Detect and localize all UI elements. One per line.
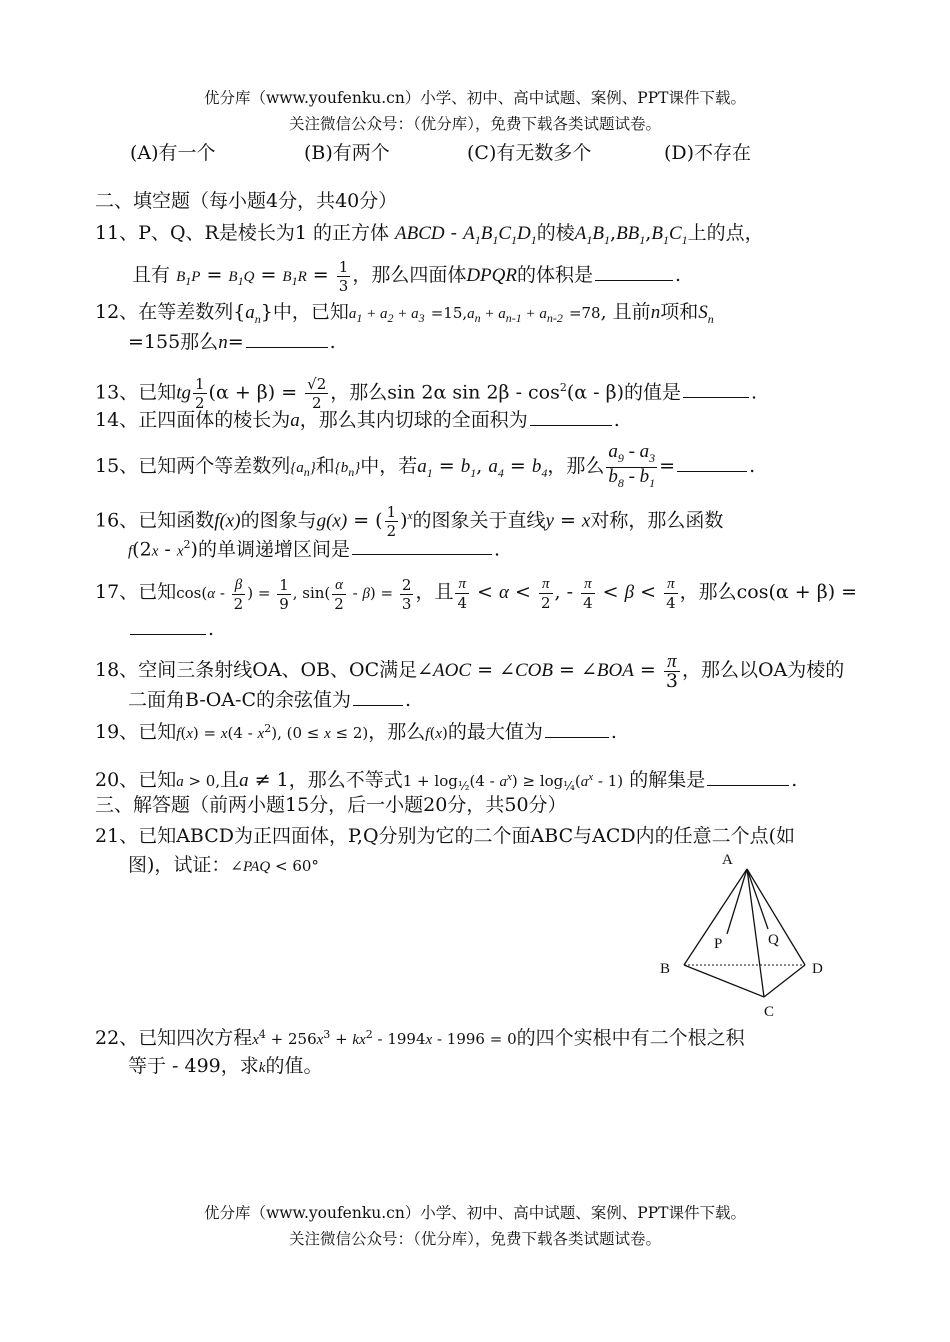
choice-d: (D)不存在: [664, 142, 752, 164]
question-18-line-1: 18、空间三条射线OA、OB、OC满足∠AOC = ∠COB = ∠BOA = $\frac{\pi}{3}$ ，那么以OA为棱的: [95, 650, 845, 692]
header-line-1: 优分库（www.youfenku.cn）小学、初中、高中试题、案例、PPT课件下载。: [203, 89, 747, 107]
question-22-line-1: 22、已知四次方程$x^4 + 256x^3 + kx^2 - 1994x - 1996 = 0$的四个实根中有二个根之积: [95, 1027, 745, 1049]
label-b: B: [660, 961, 671, 977]
question-17-line-1: 17、已知cos(α - $\frac{\beta}{2}$ ) = $\frac{1}{9}$ , sin( $\frac{\alpha}{2}$ - β) = $\frac{2}{3}$ ，且 $\frac{\pi}{4}$ < α < $\frac{\pi}{2}$ , - $\frac{\pi}{4}$ < β < $\frac{\pi}{4}$ ，那么cos(α + β) =: [95, 575, 858, 613]
question-18-line-2: 二面角B-OA-C的余弦值为 .: [128, 689, 412, 711]
question-17-line-2: .: [128, 616, 214, 642]
question-15: 15、已知两个等差数列$\{a_n\}$和$\{b_n\}$中，若$a_1 = b_1$, $a_4 = b_4$，那么 $\frac{a_9 - a_3}{b_8 - b_1}$ = .: [95, 440, 756, 490]
footer-line-1: 优分库（www.youfenku.cn）小学、初中、高中试题、案例、PPT课件下载。: [203, 1204, 747, 1222]
question-12-line-1: 12、在等差数列$\{a_n\}$中，已知$a_1 + a_2 + a_3 =15,a_n + a_{n-1} + a_{n-2} =78$, 且前n项和$S_n$: [95, 301, 714, 326]
question-13: 13、已知tg $\frac{1}{2}$ (α + β) = $\frac{√2}{2}$ ，那么sin 2α $\sin 2\beta - \cos^2(\alpha - \beta)$的值是 .: [95, 374, 758, 412]
question-16-line-1: 16、已知函数f(x)的图象与g(x) = ( $\frac{1}{2}$ )$^x$的图象关于直线y = x对称，那么函数: [95, 502, 724, 540]
tetrahedron-figure: [640, 850, 840, 1030]
question-21-line-2: 图)，试证：∠PAQ < 60°: [128, 854, 319, 876]
header-line-2: 关注微信公众号：（优分库），免费下载各类试题试卷。: [288, 115, 661, 133]
question-19: 19、已知$f(x) = x(4 - x^2)$, (0 ≤ x ≤ 2)，那么f(x)的最大值为 .: [95, 721, 617, 743]
section-3-title: 三、解答题（前两小题15分，后一小题20分，共50分）: [95, 794, 567, 816]
edge-cd: [764, 965, 805, 997]
question-12-line-2: =155那么n= .: [128, 331, 336, 353]
question-20: 20、已知a > 0,且a ≠ 1，那么不等式$1 + \log_{\frac{1}{2}}(4 - a^x) \ge \log_{\frac{1}{4}}(a^x - 1)$ 的解集是 .: [95, 769, 798, 793]
section-2-title: 二、填空题（每小题4分，共40分）: [95, 190, 398, 212]
edge-ac: [747, 869, 764, 997]
choice-b: (B)有两个: [304, 142, 390, 164]
footer-line-2: 关注微信公众号：（优分库），免费下载各类试题试卷。: [288, 1230, 661, 1248]
label-q: Q: [768, 932, 779, 948]
segment-ap: [727, 869, 747, 934]
choice-c: (C)有无数多个: [467, 142, 592, 164]
question-16-line-2: $f(2x - x^2)$的单调递增区间是 .: [128, 538, 501, 561]
edge-bc: [684, 965, 764, 997]
question-21-line-1: 21、已知ABCD为正四面体，P,Q分别为它的二个面ABC与ACD内的任意二个点(如: [95, 825, 796, 847]
question-11-line-1: 11、P、Q、R是棱长为1 的正方体 ABCD - $A_1B_1C_1D_1$的棱$A_1B_1,BB_1,B_1C_1$上的点，: [95, 222, 764, 247]
question-14: 14、正四面体的棱长为a，那么其内切球的全面积为 .: [95, 409, 620, 431]
edge-ad: [747, 869, 805, 965]
label-p: P: [714, 936, 723, 952]
label-c: C: [764, 1004, 775, 1020]
question-11-line-2: 且有 $B_1P = B_1Q = B_1R$ = $\frac{1}{3}$ ，那么四面体DPQR的体积是 .: [132, 257, 682, 295]
question-22-line-2: 等于 - 499，求k的值。: [128, 1055, 323, 1077]
label-d: D: [812, 961, 823, 977]
choice-a: (A)有一个: [130, 142, 216, 164]
label-a: A: [722, 852, 733, 868]
